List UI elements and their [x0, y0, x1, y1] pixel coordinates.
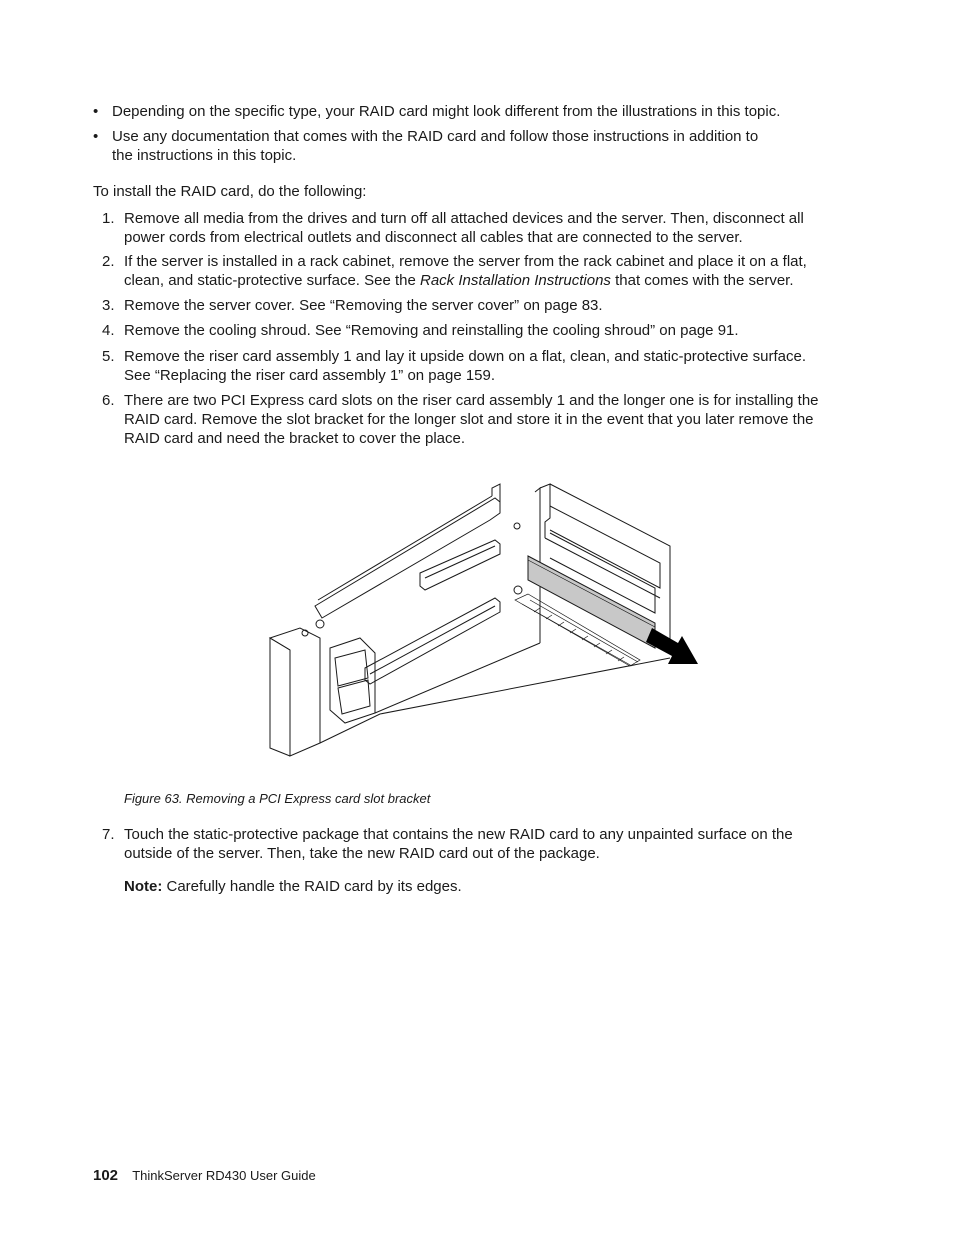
step-text: RAID card and need the bracket to cover the place. — [124, 430, 466, 447]
doc-reference: Rack Installation Instructions — [420, 272, 611, 289]
rear-bracket-frame — [540, 484, 550, 538]
step-text: If the server is installed in a rack cabinet, remove the server from the rack cabinet and place it on a flat, — [124, 253, 807, 270]
step-number: 6. — [102, 392, 115, 409]
note-text: Carefully handle the RAID card by its edges. — [166, 878, 462, 895]
document-title: ThinkServer RD430 User Guide — [132, 1168, 316, 1183]
step-text: RAID card. Remove the slot bracket for the longer slot and store it in the event that you later remove the — [124, 411, 814, 428]
riser-card-illustration — [260, 478, 710, 768]
removal-arrow — [646, 628, 698, 664]
step-text-part: that comes with the server. — [610, 272, 794, 289]
note-label: Note: — [124, 878, 163, 895]
bullet-dot: • — [93, 103, 99, 120]
step-text: There are two PCI Express card slots on the riser card assembly 1 and the longer one is for installing the — [124, 392, 819, 409]
left-bracket — [270, 628, 320, 756]
step-number: 4. — [102, 322, 115, 339]
step-text — [124, 271, 859, 290]
step-number: 7. — [102, 826, 115, 843]
step-text: Remove all media from the drives and turn off all attached devices and the server. Then, disconnect all — [124, 210, 804, 227]
long-pcie-slot — [365, 598, 500, 684]
step-number: 1. — [102, 210, 115, 227]
figure-caption: Figure 63. Removing a PCI Express card slot bracket — [124, 791, 431, 806]
page-footer — [93, 1166, 316, 1185]
step-number: 5. — [102, 348, 115, 365]
bullet-text: the instructions in this topic. — [112, 147, 297, 164]
bullet-dot: • — [93, 128, 99, 145]
base-tray — [320, 658, 670, 743]
bullet-text: Use any documentation that comes with the RAID card and follow those instructions in addition to — [112, 128, 759, 145]
step-text: See “Replacing the riser card assembly 1” on page 159. — [124, 367, 496, 384]
step-text: Touch the static-protective package that contains the new RAID card to any unpainted surface on the — [124, 826, 793, 843]
riser-board-edge — [315, 498, 500, 618]
step-text: Remove the cooling shroud. See “Removing and reinstalling the cooling shroud” on page 91. — [124, 322, 739, 339]
intro-text: To install the RAID card, do the following: — [93, 183, 367, 200]
step-text-part: clean, and static-protective surface. See the — [124, 272, 420, 289]
step-text: power cords from electrical outlets and disconnect all cables that are connected to the server. — [124, 229, 743, 246]
note — [124, 877, 462, 896]
step-number: 2. — [102, 253, 115, 270]
short-pcie-slot — [420, 540, 500, 590]
page-number: 102 — [93, 1167, 119, 1184]
step-text: outside of the server. Then, take the new RAID card out of the package. — [124, 845, 600, 862]
step-text: Remove the riser card assembly 1 and lay it upside down on a flat, clean, and static-protective surface. — [124, 348, 807, 365]
step-number: 3. — [102, 297, 115, 314]
step-text: Remove the server cover. See “Removing the server cover” on page 83. — [124, 297, 603, 314]
bullet-text: Depending on the specific type, your RAID card might look different from the illustrations in this topic. — [112, 103, 781, 120]
